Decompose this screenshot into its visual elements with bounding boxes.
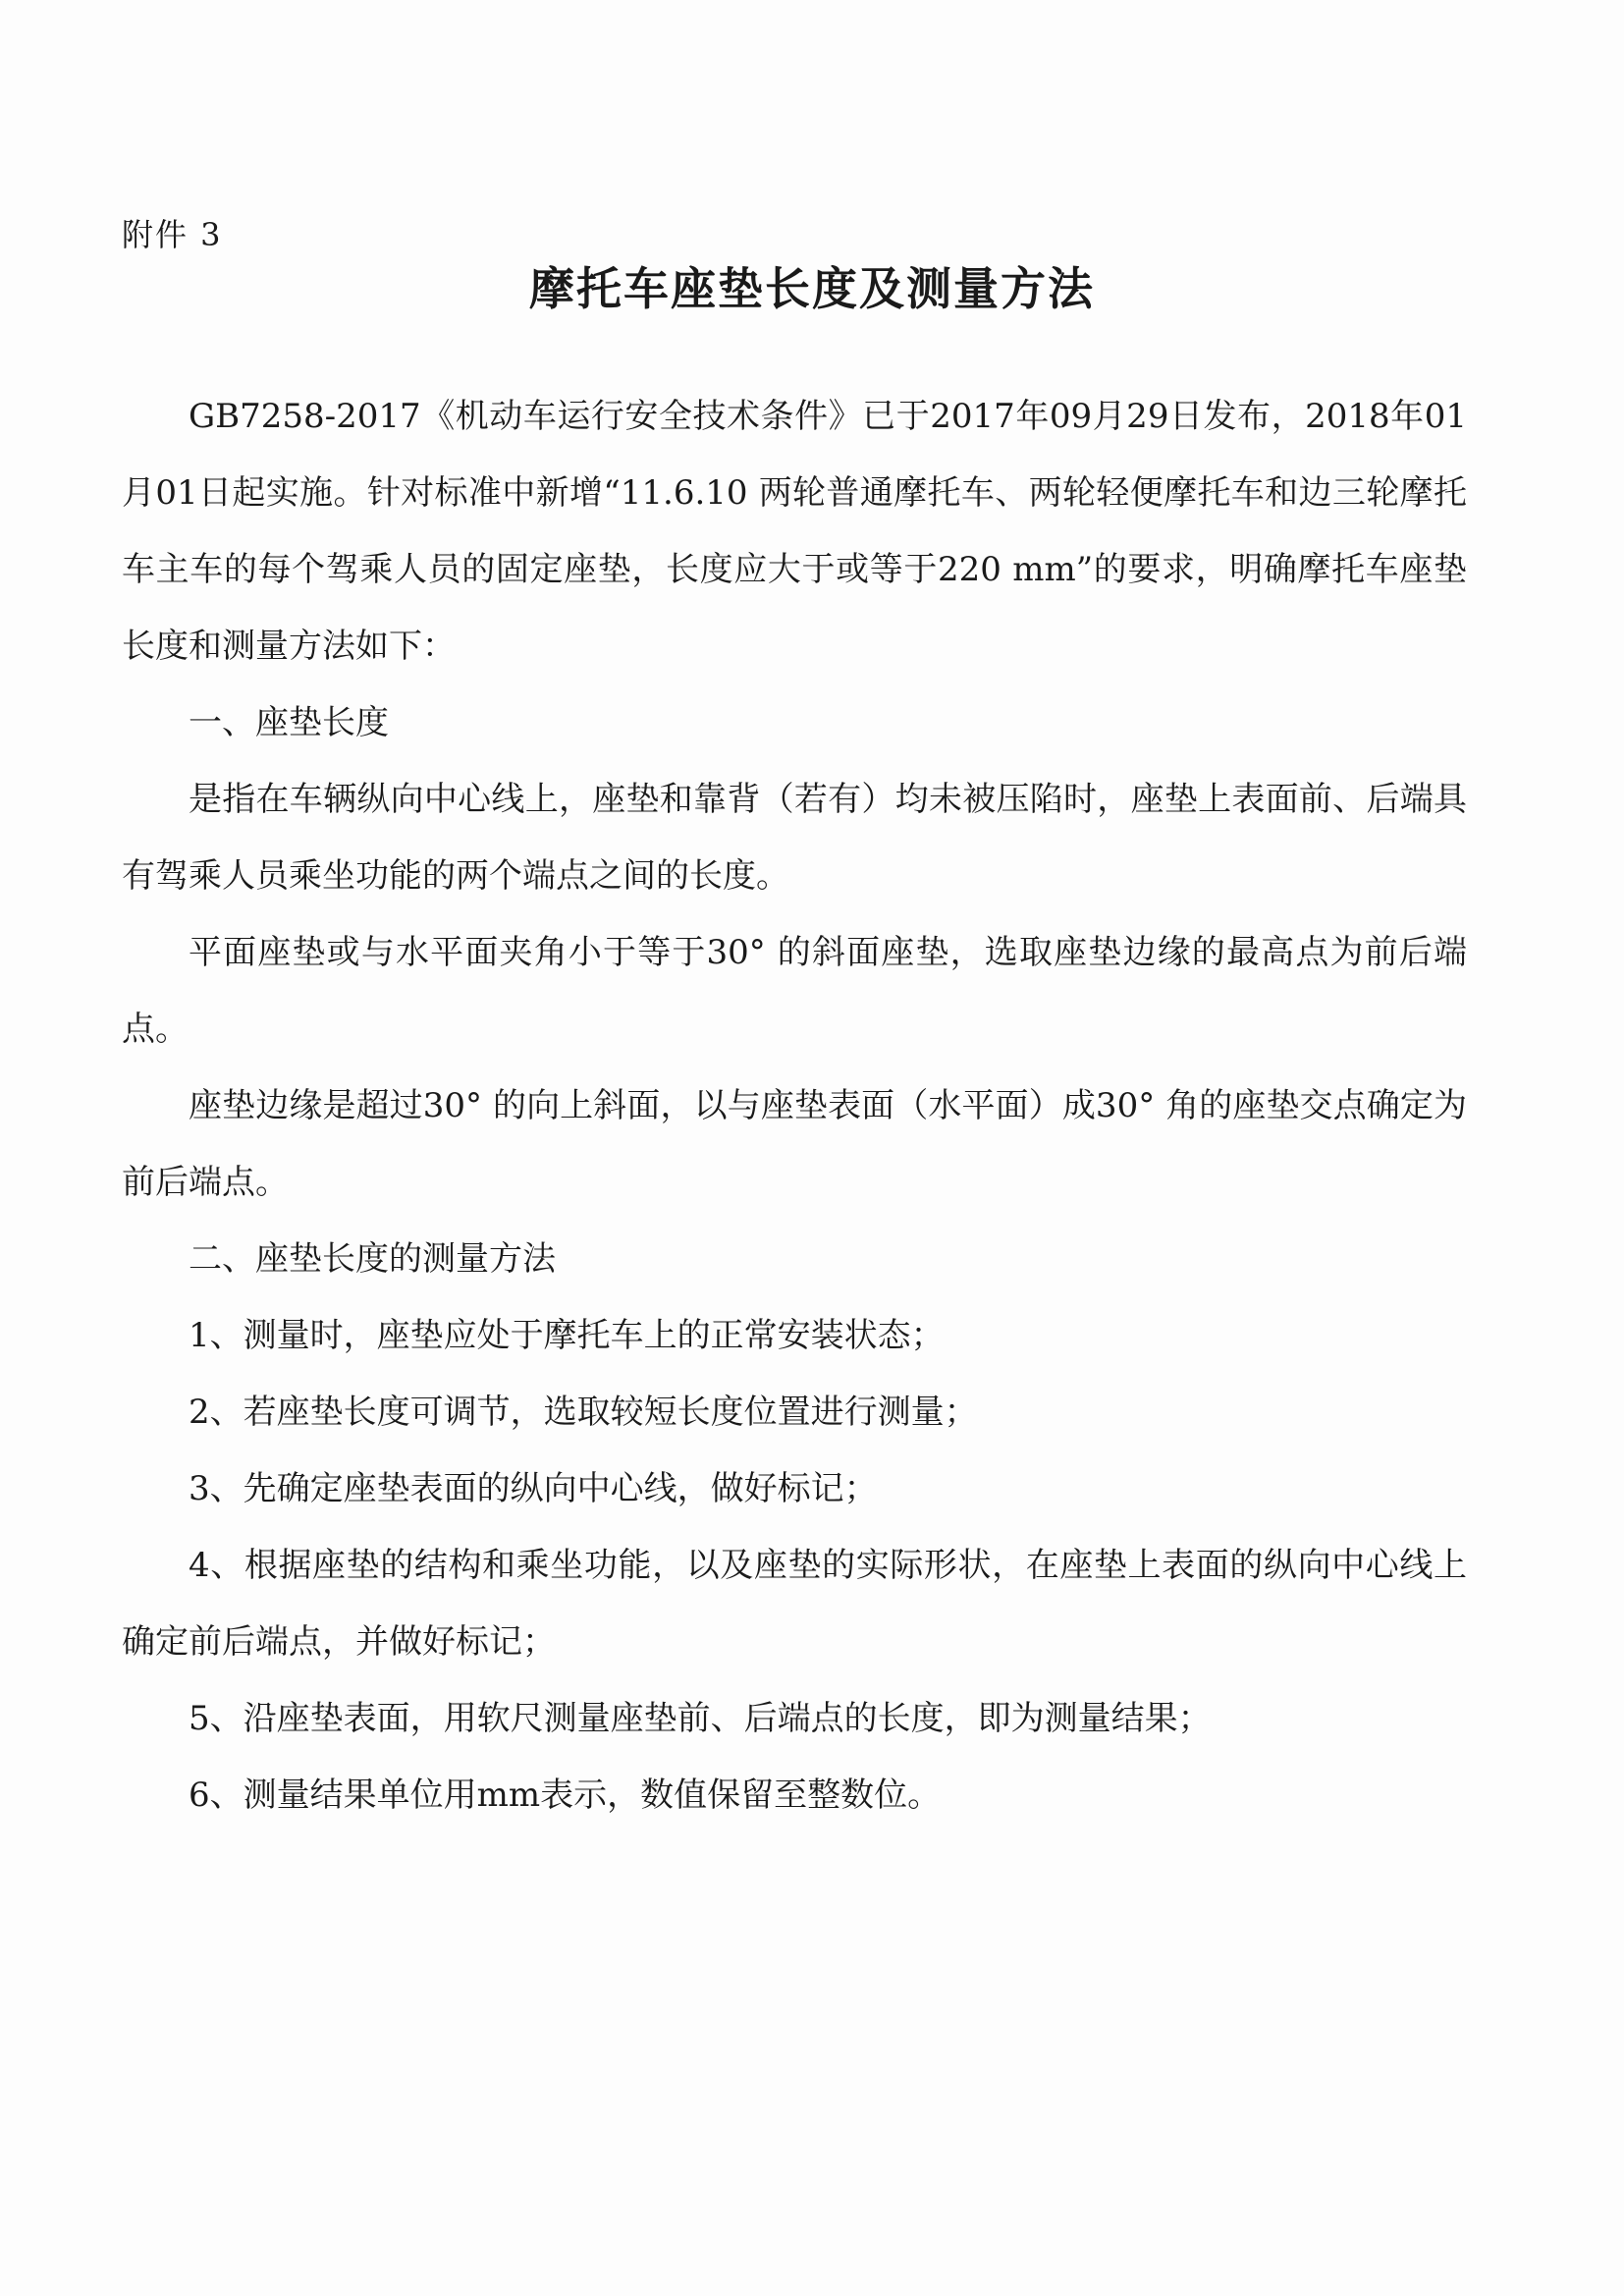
document-title: 摩托车座垫长度及测量方法 — [529, 262, 1095, 315]
list-item: 2、若座垫长度可调节，选取较短长度位置进行测量； — [189, 1393, 978, 1432]
list-item: 5、沿座垫表面，用软尺测量座垫前、后端点的长度，即为测量结果； — [189, 1699, 1212, 1738]
list-item: 4、根据座垫的结构和乘坐功能，以及座垫的实际形状，在座垫上表面的纵向中心线上确定前后端点，并做好标记； — [122, 1546, 1467, 1662]
list-item: 1、测量时，座垫应处于摩托车上的正常安装状态； — [189, 1316, 945, 1355]
attachment-label: 附件 3 — [122, 216, 223, 253]
intro-paragraph: GB7258-2017《机动车运行安全技术条件》已于2017年09月29日发布，2018年01月01日起实施。针对标准中新增“11.6.10 两轮普通摩托车、两轮轻便摩托车和边三轮摩托车主车的每个驾乘人员的固定座垫，长度应大于或等于220 mm”的要求，明确摩托车座垫长度和测量方法如下： — [122, 397, 1467, 666]
section-heading-measurement-method: 二、座垫长度的测量方法 — [189, 1239, 556, 1279]
definition-paragraph: 是指在车辆纵向中心线上，座垫和靠背（若有）均未被压陷时，座垫上表面前、后端具有驾乘人员乘坐功能的两个端点之间的长度。 — [122, 780, 1467, 896]
list-item: 3、先确定座垫表面的纵向中心线，做好标记； — [189, 1469, 878, 1508]
list-item: 6、测量结果单位用mm表示，数值保留至整数位。 — [189, 1776, 942, 1815]
document-body — [122, 378, 1467, 1833]
seat-edge-paragraph: 座垫边缘是超过30° 的向上斜面，以与座垫表面（水平面）成30° 角的座垫交点确定为前后端点。 — [122, 1086, 1467, 1202]
flat-seat-paragraph: 平面座垫或与水平面夹角小于等于30° 的斜面座垫，选取座垫边缘的最高点为前后端点。 — [122, 933, 1467, 1049]
section-heading-seat-length: 一、座垫长度 — [189, 703, 389, 742]
